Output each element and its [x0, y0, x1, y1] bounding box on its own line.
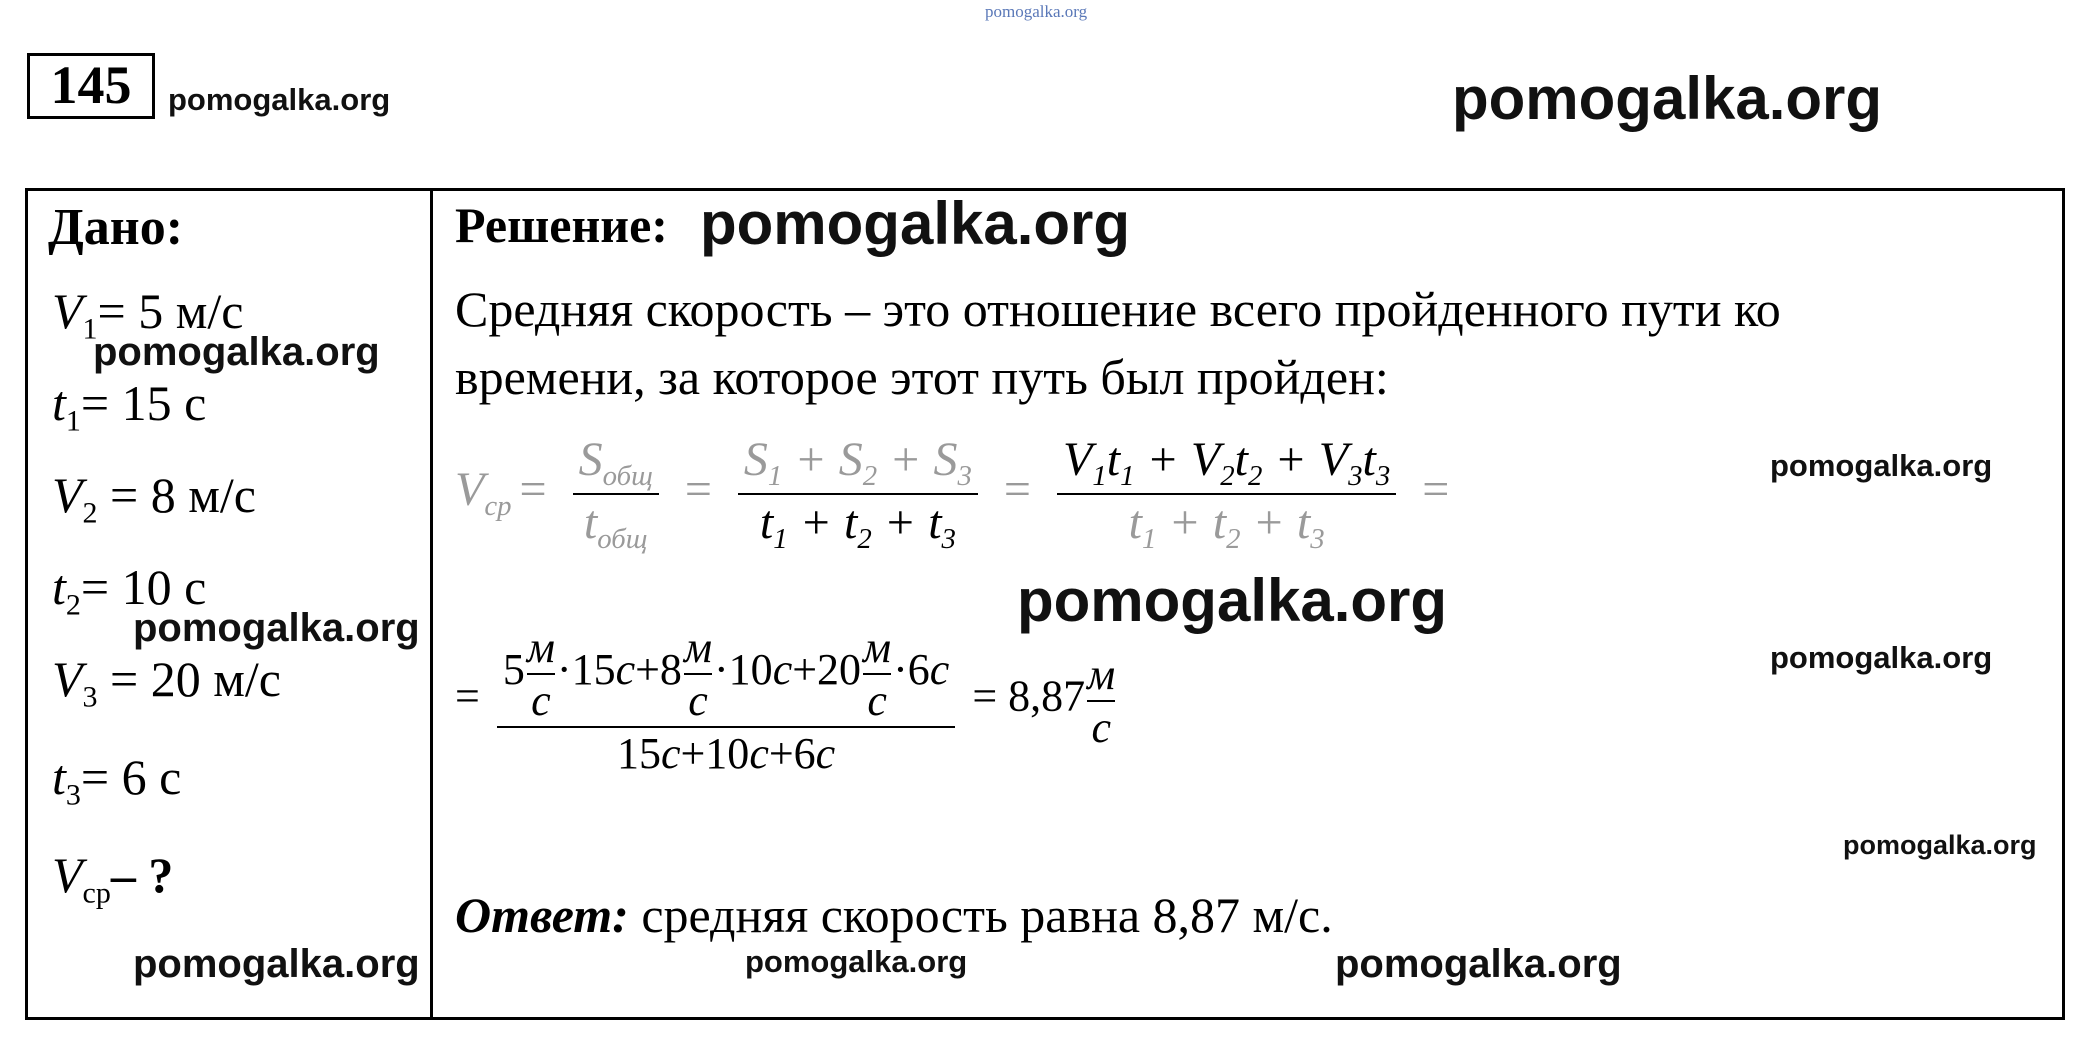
given-item-t1: $t_1= 15$ с — [52, 375, 207, 438]
watermark-header: pomogalka.org — [1452, 65, 1883, 132]
table-divider — [430, 188, 433, 1020]
watermark-bottom-1: pomogalka.org — [745, 944, 968, 979]
watermark-right-1: pomogalka.org — [1770, 448, 1993, 483]
watermark-bottom-2: pomogalka.org — [1335, 942, 1622, 986]
watermark-given-1: pomogalka.org — [93, 330, 380, 374]
watermark-given-2: pomogalka.org — [133, 606, 420, 650]
watermark-solution-title: pomogalka.org — [700, 190, 1131, 257]
problem-number: 145 — [27, 53, 155, 119]
given-item-v2: $V_2 = 8$ м/с — [52, 467, 256, 530]
given-item-t2: $t_2= 10$ с — [52, 559, 207, 622]
given-item-t3: $t_3= 6$ с — [52, 749, 182, 812]
answer-text: средняя скорость равна 8,87 м/с. — [628, 887, 1333, 943]
given-item-vavg: $V_{ср}-$ ? — [52, 847, 174, 910]
watermark-center: pomogalka.org — [1017, 567, 1448, 634]
top-watermark: pomogalka.org — [985, 2, 1088, 21]
answer-label: Ответ: — [455, 887, 629, 943]
solution-text-line1: Средняя скорость – это отношение всего пройденного пути ко — [455, 281, 1781, 337]
watermark-right-2: pomogalka.org — [1770, 640, 1993, 675]
solution-text-line2: времени, за которое этот путь был пройден: — [455, 349, 1389, 405]
given-title: Дано: — [48, 199, 184, 256]
given-item-v1: $V_1= 5$ м/с — [52, 283, 244, 346]
solution-title: Решение: — [455, 197, 668, 253]
watermark-right-3: pomogalka.org — [1843, 830, 2037, 860]
answer-line — [455, 886, 1333, 944]
given-item-v3: $V_3 = 20$ м/с — [52, 651, 281, 714]
numeric-calculation: = 5 м с ·15с+8 м с ·10с+20 м с ·6с 15с+10с+6с = 8,87 м с — [455, 623, 1116, 778]
average-speed-formula: $V_{ср}$ = $\frac{S_{общ}}{t_{общ}}$ = $\frac{S_1 + S_2 + S_3}{t_1 + t_2 + t_3}$ = $\frac{V_1t_1 + V_2t_2 + V_3t_3}{t_1 + t_2 + t_3}$ = — [455, 433, 1450, 556]
watermark-near-number: pomogalka.org — [168, 82, 391, 117]
watermark-given-3: pomogalka.org — [133, 942, 420, 986]
